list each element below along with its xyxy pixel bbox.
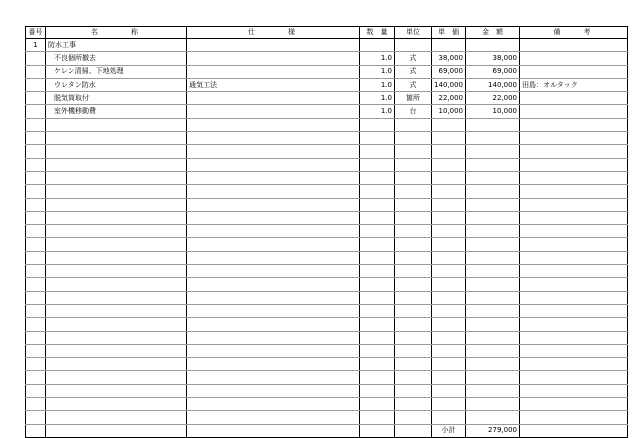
cell-amount: 38,000 <box>466 52 520 65</box>
cell-spec <box>187 318 360 331</box>
cell-spec <box>187 171 360 184</box>
cell-unit-price <box>432 225 466 238</box>
cell-unit <box>395 278 432 291</box>
cell-unit-price <box>432 265 466 278</box>
cell-name <box>46 251 187 264</box>
cell-amount <box>466 198 520 211</box>
cell-amount <box>466 185 520 198</box>
table-row <box>26 65 628 78</box>
cell-no <box>26 291 46 304</box>
cell-unit-price <box>432 171 466 184</box>
cell-unit <box>395 331 432 344</box>
col-header-unit-price: 単 価 <box>432 27 466 39</box>
cell-no <box>26 304 46 317</box>
cell-spec <box>187 225 360 238</box>
cell-remarks <box>520 358 628 371</box>
cell-amount: 22,000 <box>466 92 520 105</box>
cell-remarks <box>520 118 628 131</box>
cell-spec <box>187 198 360 211</box>
cell-qty <box>360 158 395 171</box>
cell-unit <box>395 238 432 251</box>
cell-remarks <box>520 225 628 238</box>
cell-no <box>26 344 46 357</box>
cell-amount <box>466 251 520 264</box>
cell-unit-price: 10,000 <box>432 105 466 118</box>
col-header-spec <box>187 27 360 39</box>
subtotal-row <box>26 424 628 437</box>
cell-name <box>46 411 187 424</box>
empty-row <box>26 211 628 224</box>
cell-spec <box>187 185 360 198</box>
cell-qty <box>360 411 395 424</box>
empty-row <box>26 278 628 291</box>
cell-unit <box>395 145 432 158</box>
cell-no <box>26 78 46 91</box>
cell-unit <box>395 411 432 424</box>
cell-qty <box>360 398 395 411</box>
cell-unit <box>395 398 432 411</box>
cell-name <box>46 198 187 211</box>
cell-unit-price: 22,000 <box>432 92 466 105</box>
cell-spec <box>187 92 360 105</box>
cell-amount <box>466 371 520 384</box>
empty-row <box>26 251 628 264</box>
cell-unit <box>395 265 432 278</box>
cell-unit <box>395 158 432 171</box>
cell-name <box>46 145 187 158</box>
empty-row <box>26 344 628 357</box>
cell-name: ウレタン防水 <box>46 78 187 91</box>
col-header-no: 番号 <box>26 27 46 39</box>
cell-no <box>26 278 46 291</box>
cell-amount <box>466 344 520 357</box>
subtotal-amount: 279,000 <box>466 424 520 437</box>
cell-unit-price <box>432 358 466 371</box>
cell-amount <box>466 358 520 371</box>
cell-amount <box>466 384 520 397</box>
cell-no <box>26 132 46 145</box>
empty-row <box>26 171 628 184</box>
cell-name <box>46 331 187 344</box>
cell-amount <box>466 331 520 344</box>
cell-unit <box>395 291 432 304</box>
estimate-table <box>25 26 628 438</box>
col-header-spec-text: 仕 様 <box>248 28 298 36</box>
cell-qty <box>360 291 395 304</box>
empty-row <box>26 132 628 145</box>
cell-qty: 1.0 <box>360 65 395 78</box>
cell-remarks <box>520 52 628 65</box>
cell-spec <box>187 65 360 78</box>
cell-no <box>26 145 46 158</box>
cell-unit-price <box>432 291 466 304</box>
cell-name <box>46 384 187 397</box>
cell-remarks: 田島：オルタック <box>520 78 628 91</box>
cell-unit <box>395 318 432 331</box>
cell-spec <box>187 398 360 411</box>
cell-unit-price <box>432 304 466 317</box>
cell-unit-price: 140,000 <box>432 78 466 91</box>
empty-row <box>26 185 628 198</box>
cell-spec <box>187 278 360 291</box>
cell-amount: 69,000 <box>466 65 520 78</box>
cell-unit-price <box>432 118 466 131</box>
empty-row <box>26 384 628 397</box>
cell-remarks <box>520 132 628 145</box>
cell-unit <box>395 171 432 184</box>
cell-unit <box>395 198 432 211</box>
empty-row <box>26 225 628 238</box>
cell-spec <box>187 265 360 278</box>
cell-remarks <box>520 198 628 211</box>
cell-spec <box>187 52 360 65</box>
cell-qty <box>360 371 395 384</box>
cell-unit: 式 <box>395 65 432 78</box>
cell-name: 脱気筒取付 <box>46 92 187 105</box>
cell-spec <box>187 384 360 397</box>
col-header-remarks <box>520 27 628 39</box>
empty-row <box>26 304 628 317</box>
cell-spec <box>187 39 360 52</box>
cell-unit-price <box>432 251 466 264</box>
cell-amount <box>466 291 520 304</box>
cell-qty <box>360 251 395 264</box>
cell-name <box>46 291 187 304</box>
cell-amount: 140,000 <box>466 78 520 91</box>
cell-no <box>26 265 46 278</box>
cell-unit <box>395 251 432 264</box>
cell-qty: 1.0 <box>360 92 395 105</box>
cell-remarks <box>520 251 628 264</box>
cell-remarks <box>520 145 628 158</box>
cell-qty <box>360 132 395 145</box>
cell-unit <box>395 185 432 198</box>
cell-name <box>46 211 187 224</box>
empty-row <box>26 118 628 131</box>
cell-spec <box>187 344 360 357</box>
estimate-sheet <box>25 26 627 438</box>
cell-no <box>26 52 46 65</box>
cell-name <box>46 118 187 131</box>
header-row <box>26 27 628 39</box>
cell-remarks <box>520 371 628 384</box>
cell-unit-price <box>432 278 466 291</box>
cell-unit-price <box>432 411 466 424</box>
cell-no <box>26 358 46 371</box>
cell-unit <box>395 211 432 224</box>
cell-spec <box>187 304 360 317</box>
cell-remarks <box>520 411 628 424</box>
cell-no <box>26 171 46 184</box>
cell-remarks <box>520 424 628 437</box>
cell-name <box>46 225 187 238</box>
cell-spec <box>187 358 360 371</box>
cell-no <box>26 65 46 78</box>
cell-amount <box>466 171 520 184</box>
cell-spec <box>187 251 360 264</box>
cell-no: 1 <box>26 39 46 52</box>
cell-remarks <box>520 344 628 357</box>
cell-no <box>26 398 46 411</box>
cell-no <box>26 118 46 131</box>
table-row <box>26 52 628 65</box>
empty-row <box>26 291 628 304</box>
empty-row <box>26 145 628 158</box>
cell-unit-price <box>432 158 466 171</box>
cell-unit <box>395 384 432 397</box>
cell-no <box>26 92 46 105</box>
cell-unit: 箇所 <box>395 92 432 105</box>
cell-name <box>46 171 187 184</box>
cell-qty <box>360 304 395 317</box>
cell-unit <box>395 358 432 371</box>
cell-no <box>26 411 46 424</box>
cell-no <box>26 318 46 331</box>
cell-no <box>26 105 46 118</box>
cell-name <box>46 185 187 198</box>
empty-row <box>26 318 628 331</box>
cell-unit-price <box>432 132 466 145</box>
cell-qty <box>360 145 395 158</box>
cell-amount <box>466 145 520 158</box>
table-row <box>26 105 628 118</box>
cell-unit-price <box>432 145 466 158</box>
col-header-remarks-text: 備 考 <box>553 28 594 36</box>
cell-unit-price <box>432 344 466 357</box>
cell-name <box>46 371 187 384</box>
cell-amount <box>466 211 520 224</box>
col-header-qty: 数 量 <box>360 27 395 39</box>
col-header-amount: 金 額 <box>466 27 520 39</box>
cell-amount: 10,000 <box>466 105 520 118</box>
empty-row <box>26 398 628 411</box>
cell-unit: 式 <box>395 52 432 65</box>
empty-row <box>26 158 628 171</box>
cell-spec <box>187 411 360 424</box>
cell-name: 室外機移動費 <box>46 105 187 118</box>
cell-remarks <box>520 265 628 278</box>
table-row <box>26 92 628 105</box>
cell-spec <box>187 158 360 171</box>
cell-amount <box>466 39 520 52</box>
cell-no <box>26 211 46 224</box>
cell-unit-price <box>432 398 466 411</box>
cell-qty <box>360 238 395 251</box>
subtotal-label: 小計 <box>432 424 466 437</box>
cell-remarks <box>520 185 628 198</box>
cell-unit <box>395 118 432 131</box>
cell-name <box>46 318 187 331</box>
cell-name <box>46 358 187 371</box>
empty-row <box>26 411 628 424</box>
cell-qty <box>360 198 395 211</box>
cell-spec: 通気工法 <box>187 78 360 91</box>
cell-spec <box>187 371 360 384</box>
cell-spec <box>187 331 360 344</box>
cell-unit <box>395 225 432 238</box>
cell-name <box>46 304 187 317</box>
cell-remarks <box>520 318 628 331</box>
cell-no <box>26 238 46 251</box>
cell-remarks <box>520 211 628 224</box>
cell-amount <box>466 225 520 238</box>
cell-unit <box>395 371 432 384</box>
cell-remarks <box>520 39 628 52</box>
cell-unit-price: 38,000 <box>432 52 466 65</box>
cell-name <box>46 344 187 357</box>
empty-row <box>26 238 628 251</box>
empty-row <box>26 265 628 278</box>
cell-unit-price <box>432 331 466 344</box>
cell-amount <box>466 278 520 291</box>
cell-unit-price <box>432 185 466 198</box>
cell-qty <box>360 384 395 397</box>
cell-qty <box>360 278 395 291</box>
cell-remarks <box>520 331 628 344</box>
cell-no <box>26 384 46 397</box>
cell-name <box>46 424 187 437</box>
col-header-name-text: 名 称 <box>91 28 141 36</box>
cell-amount <box>466 411 520 424</box>
cell-qty <box>360 171 395 184</box>
cell-spec <box>187 118 360 131</box>
cell-amount <box>466 318 520 331</box>
cell-remarks <box>520 65 628 78</box>
cell-remarks <box>520 238 628 251</box>
cell-amount <box>466 118 520 131</box>
cell-name <box>46 265 187 278</box>
cell-amount <box>466 265 520 278</box>
cell-no <box>26 251 46 264</box>
cell-qty <box>360 185 395 198</box>
cell-name <box>46 238 187 251</box>
cell-no <box>26 225 46 238</box>
cell-qty: 1.0 <box>360 52 395 65</box>
cell-remarks <box>520 304 628 317</box>
cell-unit <box>395 344 432 357</box>
cell-unit-price <box>432 39 466 52</box>
cell-unit <box>395 304 432 317</box>
cell-spec <box>187 238 360 251</box>
col-header-unit: 単位 <box>395 27 432 39</box>
empty-row <box>26 198 628 211</box>
cell-remarks <box>520 171 628 184</box>
cell-no <box>26 185 46 198</box>
cell-amount <box>466 304 520 317</box>
cell-unit <box>395 39 432 52</box>
empty-row <box>26 371 628 384</box>
table-body <box>26 39 628 438</box>
empty-row <box>26 331 628 344</box>
cell-unit-price <box>432 371 466 384</box>
cell-spec <box>187 105 360 118</box>
cell-name <box>46 158 187 171</box>
cell-unit <box>395 424 432 437</box>
cell-remarks <box>520 278 628 291</box>
cell-remarks <box>520 398 628 411</box>
cell-qty <box>360 424 395 437</box>
cell-qty: 1.0 <box>360 105 395 118</box>
cell-remarks <box>520 384 628 397</box>
cell-unit: 台 <box>395 105 432 118</box>
cell-qty <box>360 118 395 131</box>
cell-remarks <box>520 105 628 118</box>
cell-remarks <box>520 158 628 171</box>
cell-amount <box>466 398 520 411</box>
cell-name <box>46 132 187 145</box>
cell-name: 不良個所撤去 <box>46 52 187 65</box>
cell-unit <box>395 132 432 145</box>
cell-no <box>26 198 46 211</box>
cell-spec <box>187 132 360 145</box>
cell-qty <box>360 318 395 331</box>
cell-no <box>26 424 46 437</box>
table-row <box>26 78 628 91</box>
cell-spec <box>187 424 360 437</box>
cell-no <box>26 158 46 171</box>
cell-name: ケレン清掃、下地処理 <box>46 65 187 78</box>
cell-name <box>46 398 187 411</box>
table-row <box>26 39 628 52</box>
cell-qty: 1.0 <box>360 78 395 91</box>
cell-amount <box>466 132 520 145</box>
cell-unit-price <box>432 318 466 331</box>
cell-remarks <box>520 92 628 105</box>
empty-row <box>26 358 628 371</box>
col-header-name <box>46 27 187 39</box>
cell-unit-price: 69,000 <box>432 65 466 78</box>
cell-qty <box>360 331 395 344</box>
cell-qty <box>360 358 395 371</box>
cell-unit: 式 <box>395 78 432 91</box>
cell-spec <box>187 291 360 304</box>
cell-spec <box>187 211 360 224</box>
cell-unit-price <box>432 384 466 397</box>
cell-qty <box>360 211 395 224</box>
cell-unit-price <box>432 211 466 224</box>
cell-amount <box>466 238 520 251</box>
cell-name <box>46 278 187 291</box>
cell-unit-price <box>432 198 466 211</box>
cell-qty <box>360 39 395 52</box>
cell-remarks <box>520 291 628 304</box>
cell-no <box>26 331 46 344</box>
cell-name: 防水工事 <box>46 39 187 52</box>
cell-spec <box>187 145 360 158</box>
cell-qty <box>360 225 395 238</box>
cell-qty <box>360 265 395 278</box>
cell-no <box>26 371 46 384</box>
cell-amount <box>466 158 520 171</box>
cell-unit-price <box>432 238 466 251</box>
cell-qty <box>360 344 395 357</box>
